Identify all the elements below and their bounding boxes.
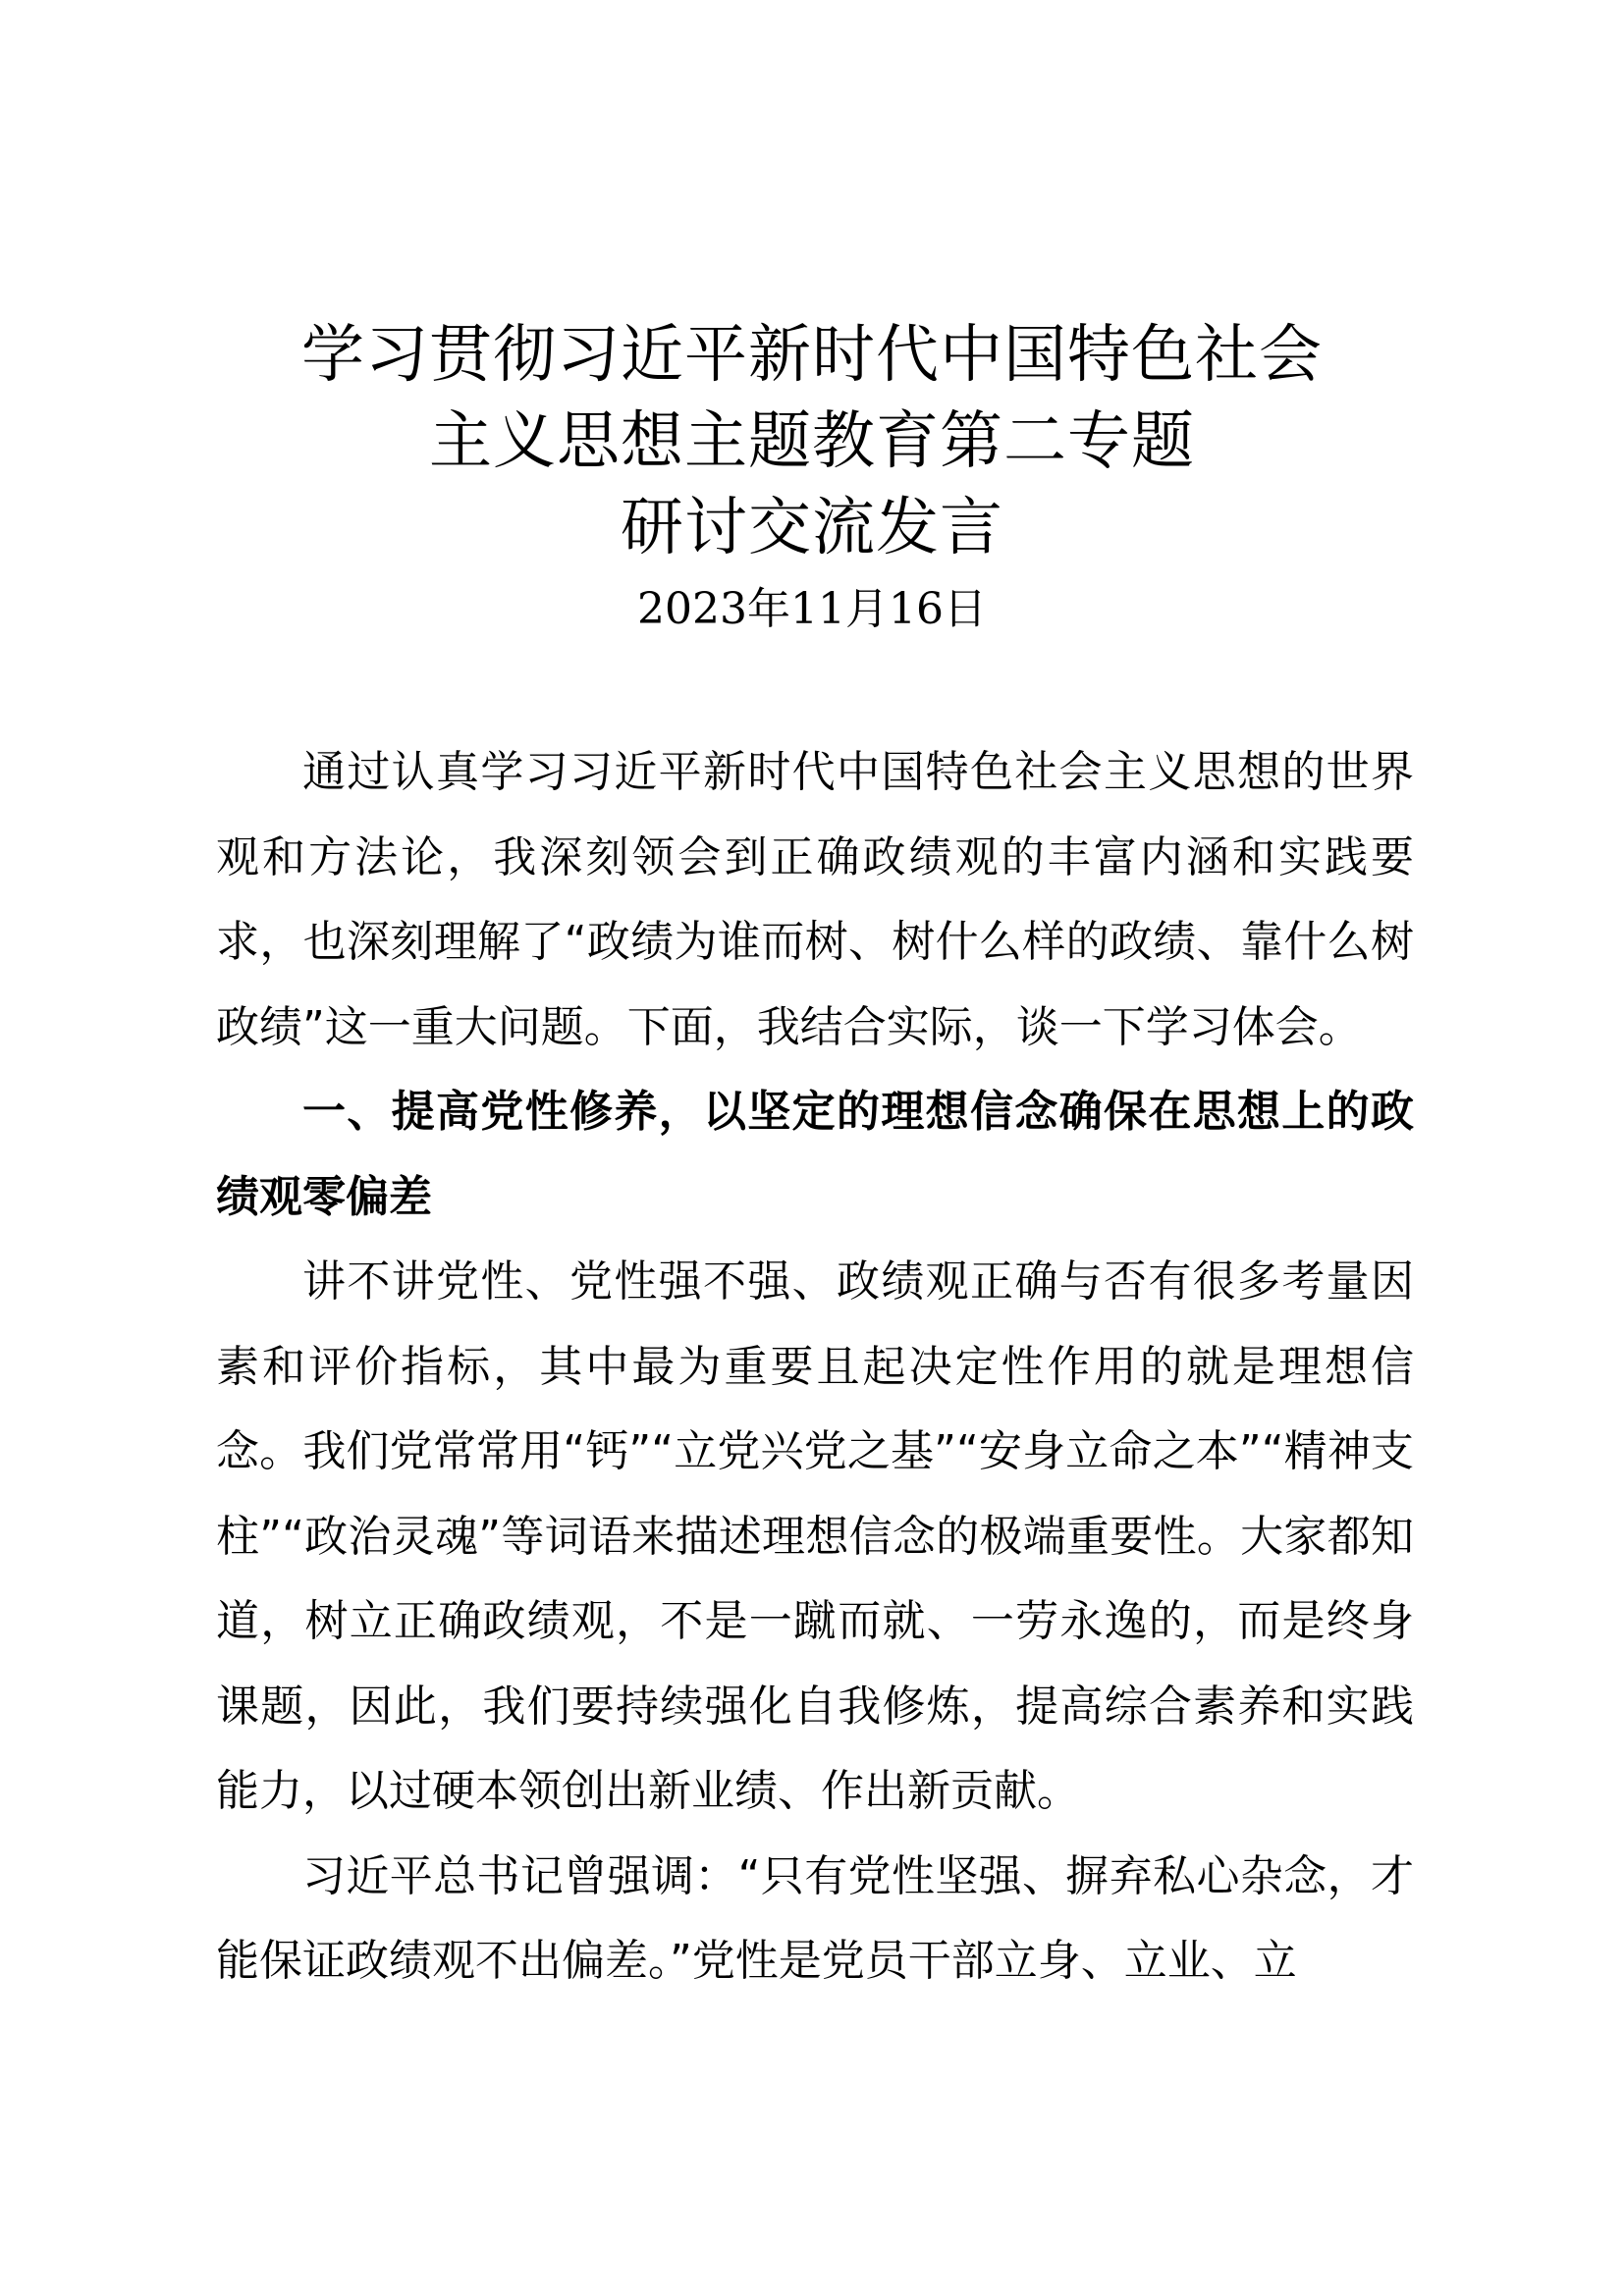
title-block xyxy=(0,312,1624,644)
section-heading-1: 一、提高党性修养，以坚定的理想信念确保在思想上的政绩观零偏差 xyxy=(216,1087,1414,1222)
document-title-line-3: 研讨交流发言 xyxy=(621,492,1003,564)
document-body xyxy=(216,730,1414,2004)
body-paragraph-3: 习近平总书记曾强调：“只有党性坚强、摒弃私心杂念，才能保证政绩观不出偏差。”党性是党员干部立身、立业、立 xyxy=(216,1850,1414,1986)
document-title-line-2: 主义思想主题教育第二专题 xyxy=(429,405,1195,478)
body-paragraph-2: 讲不讲党性、党性强不强、政绩观正确与否有很多考量因素和评价指标，其中最为重要且起决定性作用的就是理想信念。我们党常常用“钙”“立党兴党之基”“安身立命之本”“精神支柱”“政治灵魂”等词语来描述理想信念的极端重要性。大家都知道，树立正确政绩观，不是一蹴而就、一劳永逸的，而是终身课题，因此，我们要持续强化自我修炼，提高综合素养和实践能力，以过硬本领创出新业绩、作出新贡献。 xyxy=(216,1256,1414,1816)
document-date: 2023年11月16日 xyxy=(637,584,987,634)
document-title-line-1: 学习贯彻习近平新时代中国特色社会 xyxy=(301,319,1323,392)
intro-paragraph: 通过认真学习习近平新时代中国特色社会主义思想的世界观和方法论，我深刻领会到正确政绩观的丰富内涵和实践要求，也深刻理解了“政绩为谁而树、树什么样的政绩、靠什么树政绩”这一重大问题。下面，我结合实际，谈一下学习体会。 xyxy=(216,747,1414,1052)
